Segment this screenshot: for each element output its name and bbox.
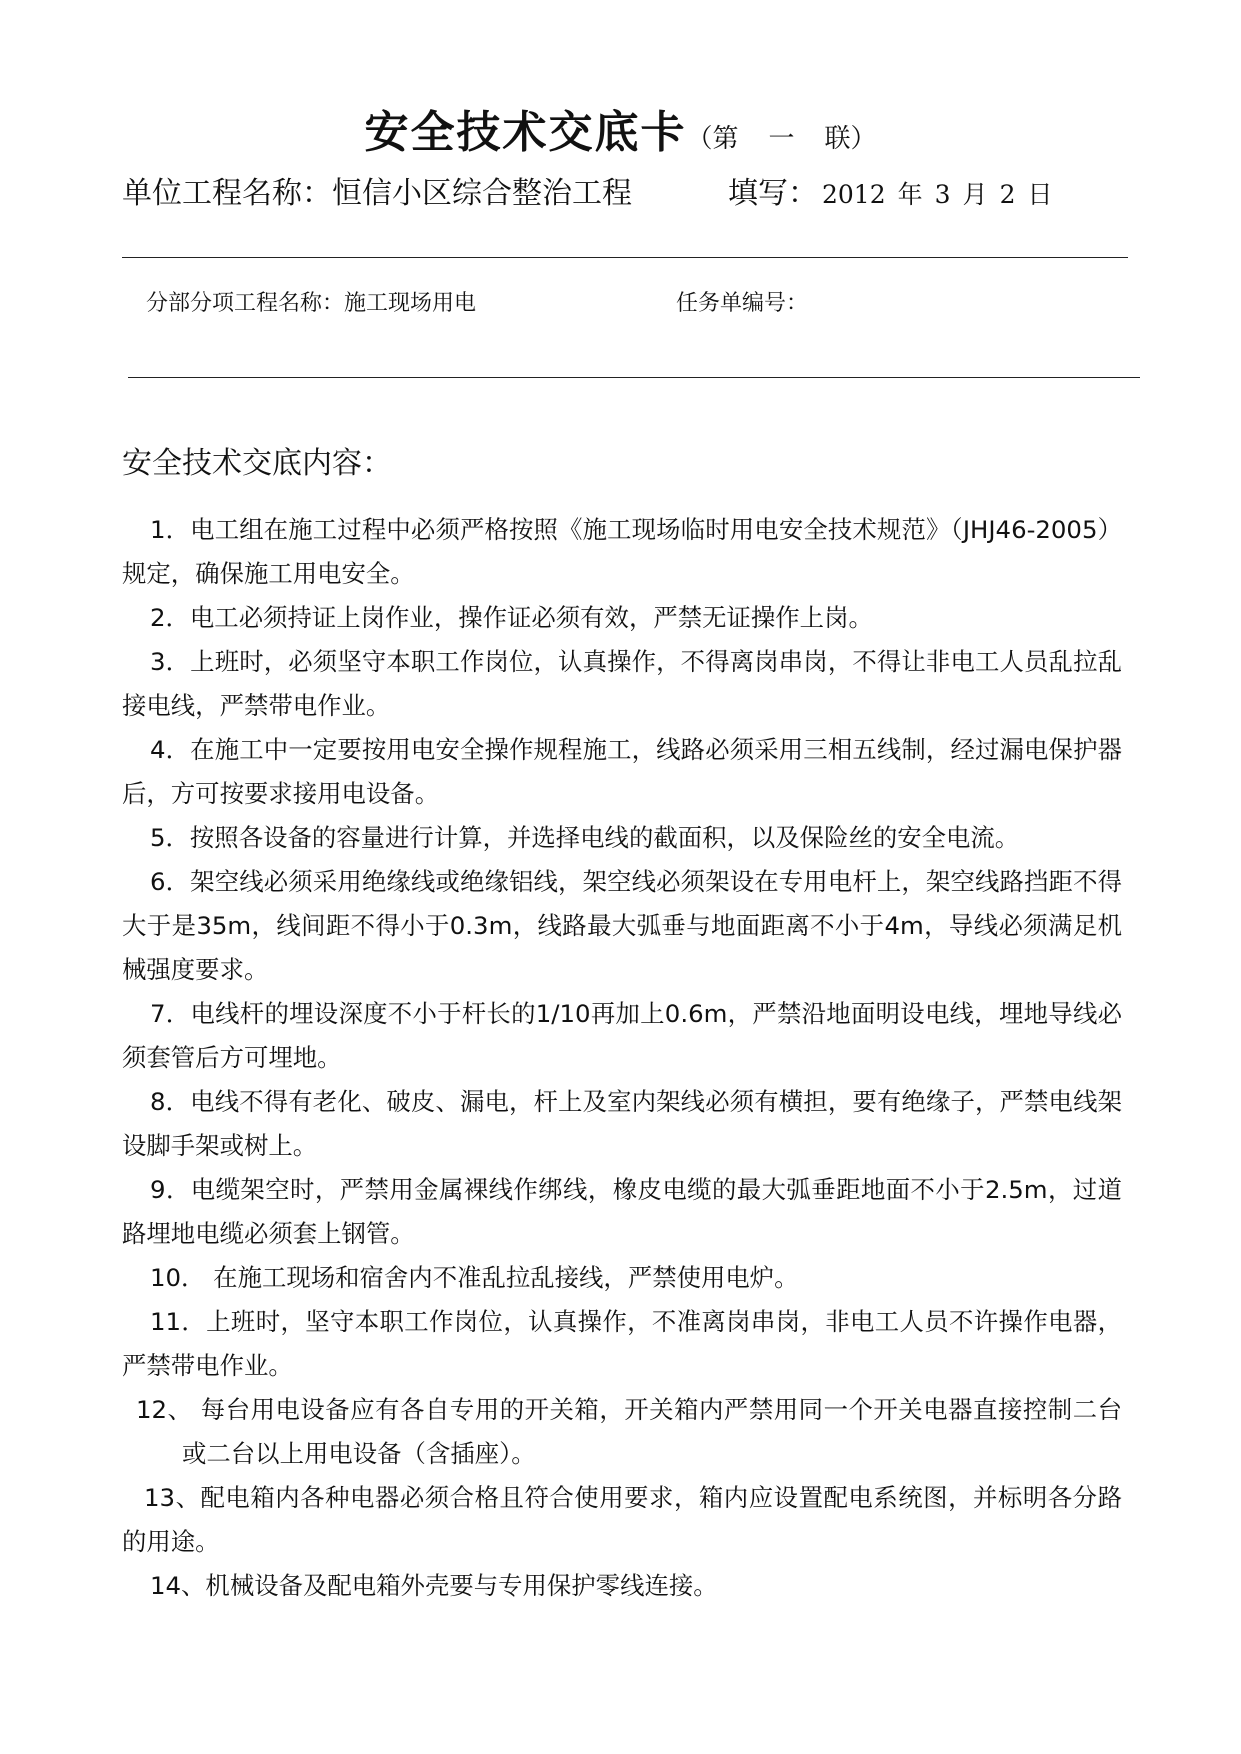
fill-month-unit: 月: [962, 180, 988, 209]
title-paren-close: ）: [850, 124, 877, 154]
unit-project-value: 恒信小区综合整治工程: [332, 176, 632, 211]
list-item: 4．在施工中一定要按用电安全操作规程施工，线路必须采用三相五线制，经过漏电保护器后，方可按要求接用电设备。: [122, 735, 1122, 808]
list-item: 10． 在施工现场和宿舍内不准乱拉乱接线，严禁使用电炉。: [150, 1263, 799, 1292]
fill-year: 2012: [822, 180, 886, 209]
header-divider: [122, 257, 1128, 258]
title-char-1: 第: [712, 124, 739, 154]
list-item: 1．电工组在施工过程中必须严格按照《施工现场临时用电安全技术规范》（JHJ46-2005）规定，确保施工用电安全。: [122, 515, 1122, 588]
fill-date: [822, 180, 1064, 209]
title-paren-open: （: [686, 124, 713, 154]
fill-day-unit: 日: [1027, 180, 1053, 209]
list-item: 2．电工必须持证上岗作业，操作证必须有效，严禁无证操作上岗。: [150, 603, 873, 632]
sub-project-label: 分部分项工程名称：: [146, 291, 345, 316]
title-main: 安全技术交底卡: [364, 107, 687, 158]
list-item: 7．电线杆的埋设深度不小于杆长的1/10再加上0.6m，严禁沿地面明设电线，埋地导线必须套管后方可埋地。: [122, 999, 1122, 1072]
title-char-3: 联: [824, 124, 851, 154]
list-item: 11．上班时，坚守本职工作岗位，认真操作，不准离岗串岗，非电工人员不许操作电器，严禁带电作业。: [122, 1307, 1122, 1380]
content-title: 安全技术交底内容：: [122, 446, 392, 481]
unit-project-label: 单位工程名称：: [122, 176, 332, 211]
fill-date-row: [728, 168, 1064, 212]
subheader-divider: [128, 377, 1140, 378]
content-list: [122, 508, 1122, 1608]
sub-project-row: [146, 286, 476, 317]
list-item: 14、机械设备及配电箱外壳要与专用保护零线连接。: [150, 1571, 718, 1600]
fill-day: 2: [999, 180, 1016, 209]
title-copy-label: [686, 124, 876, 154]
title-char-2: 一: [768, 124, 795, 154]
list-item: 5．按照各设备的容量进行计算，并选择电线的截面积，以及保险丝的安全电流。: [150, 823, 1020, 852]
list-item: 13、配电箱内各种电器必须合格且符合使用要求，箱内应设置配电系统图，并标明各分路的用途。: [122, 1483, 1122, 1556]
task-number-label: 任务单编号：: [676, 291, 809, 316]
document-title: [0, 96, 1241, 160]
list-item: 3．上班时，必须坚守本职工作岗位，认真操作，不得离岗串岗，不得让非电工人员乱拉乱接电线，严禁带电作业。: [122, 647, 1122, 720]
list-item: 12、 每台用电设备应有各自专用的开关箱，开关箱内严禁用同一个开关电器直接控制二台或二台以上用电设备（含插座）。: [136, 1395, 1122, 1468]
sub-project-value: 施工现场用电: [344, 291, 477, 316]
unit-project-row: [122, 168, 632, 212]
list-item: 9．电缆架空时，严禁用金属裸线作绑线，橡皮电缆的最大弧垂距地面不小于2.5m，过道路埋地电缆必须套上钢管。: [122, 1175, 1122, 1248]
list-item: 6．架空线必须采用绝缘线或绝缘铝线，架空线必须架设在专用电杆上，架空线路挡距不得大于是35m，线间距不得小于0.3m，线路最大弧垂与地面距离不小于4m，导线必须满足机械强度要求。: [122, 867, 1122, 984]
fill-month: 3: [934, 180, 951, 209]
fill-year-unit: 年: [897, 180, 923, 209]
fill-label: 填写：: [728, 176, 818, 211]
task-number-row: [676, 286, 808, 317]
list-item: 8．电线不得有老化、破皮、漏电，杆上及室内架线必须有横担，要有绝缘子，严禁电线架设脚手架或树上。: [122, 1087, 1122, 1160]
